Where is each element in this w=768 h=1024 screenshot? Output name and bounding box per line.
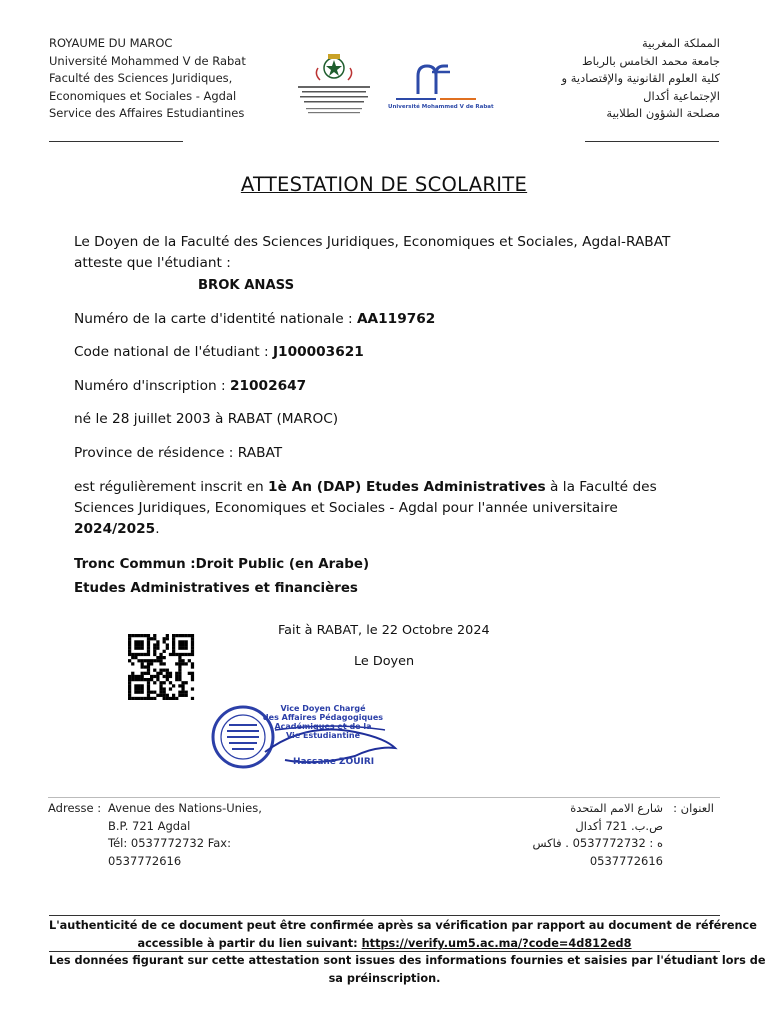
enrollment-paragraph	[74, 477, 714, 540]
track-name: Etudes Administratives et financières	[74, 581, 358, 596]
header-fr-line: Economiques et Sociales - Agdal	[49, 88, 237, 103]
enrolled-line2: Sciences Juridiques, Economiques et Sociales - Agdal pour l'année universitaire	[74, 500, 618, 516]
notice-line: Les données figurant sur cette attestation sont issues des informations fournies et saisies par l'étudiant lors de	[49, 954, 766, 967]
cin-line	[74, 309, 714, 330]
birth-line: né le 28 juillet 2003 à RABAT (MAROC)	[74, 411, 339, 427]
place-date: Fait à RABAT, le 22 Octobre 2024	[278, 623, 490, 638]
address-ar-line: ه : 0537772732 . فاكس	[532, 836, 663, 850]
cin-label: Numéro de la carte d'identité nationale :	[74, 311, 353, 327]
header-right-rule	[585, 141, 719, 142]
header-left-rule	[49, 141, 183, 142]
stamp-line: Vice Doyen Chargé	[280, 704, 366, 713]
student-name: BROK ANASS	[198, 278, 295, 293]
header-arabic	[562, 35, 720, 123]
inscription-value: 21002647	[229, 378, 307, 394]
authenticity-notice	[49, 917, 757, 953]
header-fr-line: Université Mohammed V de Rabat	[49, 53, 246, 68]
university-logo-caption: Université Mohammed V de Rabat	[388, 104, 494, 110]
notice-line: accessible à partir du lien suivant:	[137, 937, 358, 950]
inscription-label: Numéro d'inscription :	[74, 378, 226, 394]
stamp-line: Académiques et de la	[274, 722, 372, 731]
footer-address-fr	[48, 800, 101, 818]
header-ar-line: الإجتماعية أكدال	[643, 88, 720, 103]
university-logo	[388, 62, 494, 114]
faculty-emblem-logo	[294, 50, 374, 130]
enrolled-post: à la Faculté des	[550, 479, 657, 495]
notice-line: sa préinscription.	[328, 972, 441, 985]
tronc-commun: Tronc Commun :Droit Public (en Arabe)	[74, 557, 370, 572]
cin-value: AA119762	[356, 311, 436, 327]
data-source-notice	[49, 952, 766, 988]
document-title: ATTESTATION DE SCOLARITE	[240, 173, 528, 196]
intro-line: Le Doyen de la Faculté des Sciences Juridiques, Economiques et Sociales, Agdal-RABAT	[74, 234, 671, 250]
stamp-text	[248, 704, 398, 740]
notice-line: L'authenticité de ce document peut être confirmée après sa vérification par rapport au document de référence	[49, 919, 757, 932]
intro-line: atteste que l'étudiant :	[74, 255, 231, 271]
address-lines	[108, 800, 262, 870]
header-ar-line: كلية العلوم القانونية والإقتصادية و	[561, 71, 720, 85]
footer-separator	[48, 797, 720, 798]
province-line: Province de résidence : RABAT	[74, 445, 283, 461]
header-fr-line: Service des Affaires Estudiantines	[49, 106, 245, 120]
qr-code	[126, 634, 196, 700]
enrolled-program: 1è An (DAP) Etudes Administratives	[268, 479, 546, 495]
footer-address-ar	[533, 800, 664, 870]
academic-year: 2024/2025	[74, 521, 156, 537]
intro-paragraph	[74, 232, 714, 274]
address-label: Adresse :	[48, 801, 102, 815]
address-line: 0537772616	[108, 853, 182, 868]
stamp-line: Vie Estudiantine	[286, 731, 360, 740]
code-label: Code national de l'étudiant :	[74, 344, 269, 360]
period: .	[155, 521, 160, 537]
header-french	[49, 35, 246, 123]
stamp-line: des Affaires Pédagogiques	[262, 713, 384, 722]
footer-address-ar-label: العنوان :	[673, 801, 714, 815]
header-fr-line: Faculté des Sciences Juridiques,	[49, 71, 233, 85]
address-line: Tél: 0537772732 Fax:	[108, 836, 231, 850]
address-ar-line: شارع الامم المتحدة	[570, 801, 663, 815]
header-fr-line: ROYAUME DU MAROC	[49, 36, 173, 50]
signatory-role: Le Doyen	[354, 654, 415, 669]
code-value: J100003621	[272, 344, 364, 360]
header-ar-line: جامعة محمد الخامس بالرباط	[581, 53, 720, 68]
address-line: B.P. 721 Agdal	[108, 818, 191, 833]
signer-name: Hassane ZOUIRI	[293, 757, 375, 767]
inscription-line	[74, 376, 714, 397]
enrolled-pre: est régulièrement inscrit en	[74, 479, 264, 495]
address-ar-line: ص.ب. 721 أكدال	[575, 818, 663, 833]
notice-top-rule	[49, 915, 720, 916]
address-ar-line: 0537772616	[589, 853, 663, 868]
header-ar-line: مصلحة الشؤون الطلابية	[606, 106, 720, 120]
address-line: Avenue des Nations-Unies,	[108, 801, 262, 815]
verify-link[interactable]: https://verify.um5.ac.ma/?code=4d812ed8	[361, 937, 632, 950]
code-line	[74, 342, 714, 363]
header-ar-line: المملكة المغربية	[641, 36, 720, 50]
